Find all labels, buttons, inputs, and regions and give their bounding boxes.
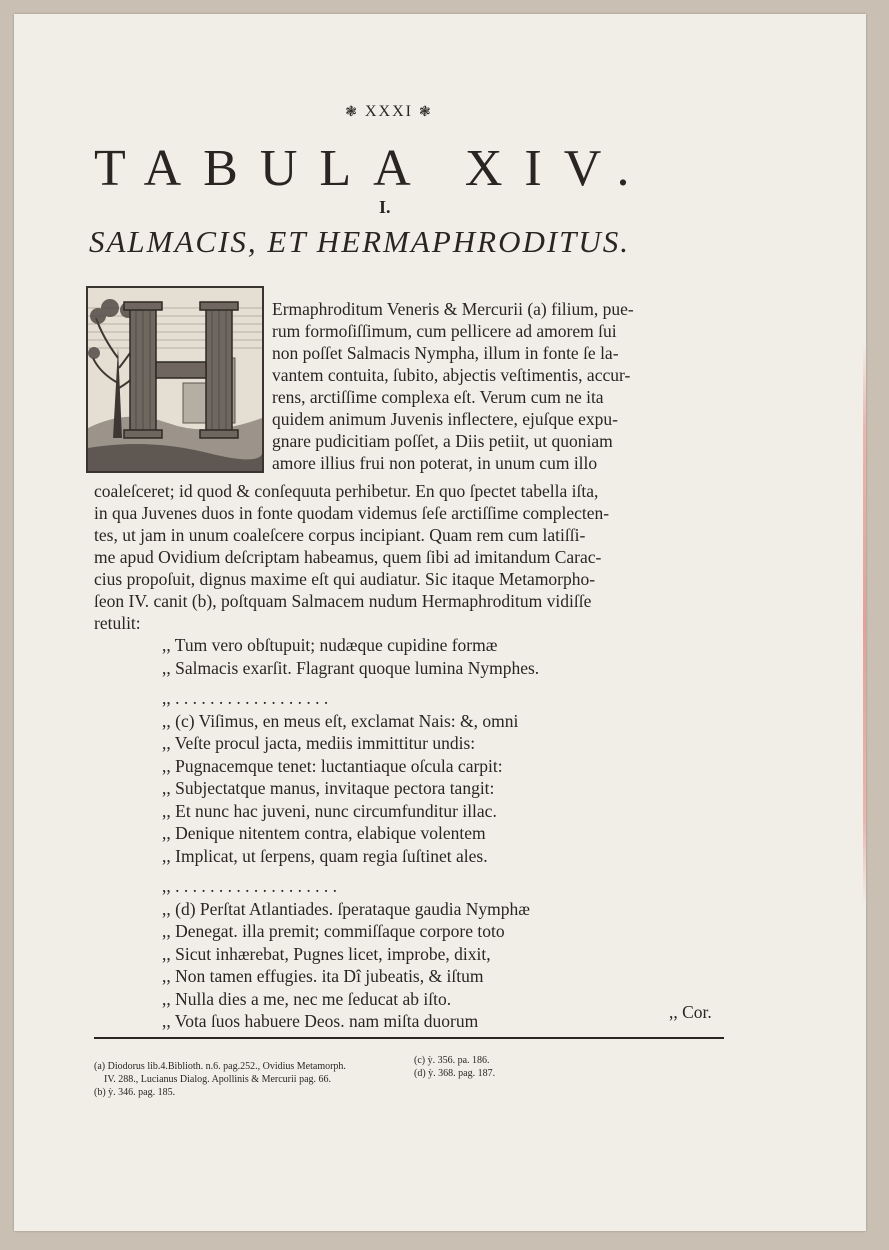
page-number-text: XXXI (365, 103, 413, 120)
verse-line: ,, . . . . . . . . . . . . . . . . . . . (162, 876, 337, 896)
verse-line: ,, Pugnacemque tenet: luctantiaque oſcula carpit: (162, 755, 503, 776)
verse-quotation (162, 634, 539, 1033)
footnote-rule (94, 1037, 724, 1039)
text-line: retulit: (94, 613, 141, 633)
footnote: (c) ỳ. 356. pa. 186. (414, 1055, 490, 1066)
verse-line: ,, Denegat. illa premit; commiſſaque corpore toto (162, 921, 505, 941)
verse-line: ,, Denique nitentem contra, elabique volentem (162, 823, 486, 843)
footnotes-left (94, 1060, 346, 1099)
text-line: gnare pudicitiam poſſet, a Diis petiit, ut quoniam (272, 431, 613, 451)
text-line: cius propoſuit, dignus maxime eſt qui audiatur. Sic itaque Metamorpho- (94, 569, 596, 589)
chapter-heading: SALMACIS, ET HERMAPHRODITUS. (89, 224, 631, 259)
verse-line: ,, Vota ſuos habuere Deos. nam miſta duorum (162, 1011, 479, 1031)
verse-line: ,, Et nunc hac juveni, nunc circumfunditur illac. (162, 800, 497, 821)
footnote: (a) Diodorus lib.4.Biblioth. n.6. pag.252., Ovidius Metamorph. (94, 1061, 346, 1072)
footnote: (d) ỳ. 368. pag. 187. (414, 1068, 496, 1079)
verse-line: ,, Tum vero obſtupuit; nudæque cupidine formæ (162, 635, 498, 655)
text-line: Ermaphroditum Veneris & Mercurii (a) filium, pue- (272, 299, 634, 319)
verse-line: ,, . . . . . . . . . . . . . . . . . . (162, 688, 329, 708)
ornament-left-icon: ❃ (345, 105, 359, 120)
verse-line: ,, (d) Perſtat Atlantiades. ſperataque gaudia Nymphæ (162, 898, 530, 919)
text-line: amore illius frui non poterat, in unum cum illo (272, 453, 598, 473)
text-line: ſeon IV. canit (b), poſtquam Salmacem nudum Hermaphroditum vidiſſe (94, 591, 592, 611)
verse-line: ,, Sicut inhærebat, Pugnes licet, improbe, dixit, (162, 943, 491, 964)
text-line: vantem contuita, ſubito, abjectis veſtimentis, accur- (272, 365, 631, 385)
footnotes-right (414, 1054, 495, 1080)
text-line: quidem animum Juvenis inflectere, ejuſque expu- (272, 409, 619, 429)
verse-line: ,, Implicat, ut ſerpens, quam regia ſuſtinet ales. (162, 845, 488, 866)
footnote: (b) ỳ. 346. pag. 185. (94, 1087, 176, 1098)
body-paragraph (94, 480, 609, 634)
text-line: non poſſet Salmacis Nympha, illum in fonte ſe la- (272, 343, 619, 363)
book-page (14, 14, 866, 1231)
verse-line: ,, Non tamen effugies. ita Dî jubeatis, & iſtum (162, 966, 484, 986)
ornament-right-icon: ❃ (419, 105, 433, 120)
engraved-initial-illustration (88, 288, 262, 471)
text-line: coaleſceret; id quod & conſequuta perhibetur. En quo ſpectet tabella iſta, (94, 481, 599, 501)
verse-line: ,, Nulla dies a me, nec me ſeducat ab iſto. (162, 988, 452, 1009)
page-edge-stain (863, 344, 866, 904)
text-line: rens, arctiſſime complexa eſt. Verum cum ne ita (272, 387, 604, 407)
verse-line: ,, Veſte procul jacta, mediis immittitur undis: (162, 733, 476, 753)
catchword: ,, Cor. (669, 1002, 712, 1022)
verse-line: ,, Salmacis exarſit. Flagrant quoque lumina Nymphes. (162, 657, 540, 678)
text-line: me apud Ovidium deſcriptam habeamus, quem ſibi ad imitandum Carac- (94, 547, 602, 567)
footnote: IV. 288., Lucianus Dialog. Apollinis & Mercurii pag. 66. (104, 1074, 332, 1085)
verse-line: ,, (c) Viſimus, en meus eſt, exclamat Nais: &, omni (162, 710, 519, 731)
intro-paragraph (272, 298, 634, 474)
text-line: in qua Juvenes duos in fonte quodam videmus ſeſe arctiſſime complecten- (94, 503, 610, 523)
page-number (314, 103, 464, 121)
text-line: rum formoſiſſimum, cum pellicere ad amorem ſui (272, 321, 617, 341)
section-number: I. (379, 197, 391, 217)
plate-title: TABULA XIV. (94, 140, 652, 197)
decorated-initial-h-icon (86, 286, 264, 473)
verse-line: ,, Subjectatque manus, invitaque pectora tangit: (162, 778, 495, 798)
text-line: tes, ut jam in unum coaleſcere corpus incipiant. Quam rem cum latiſſi- (94, 525, 586, 545)
